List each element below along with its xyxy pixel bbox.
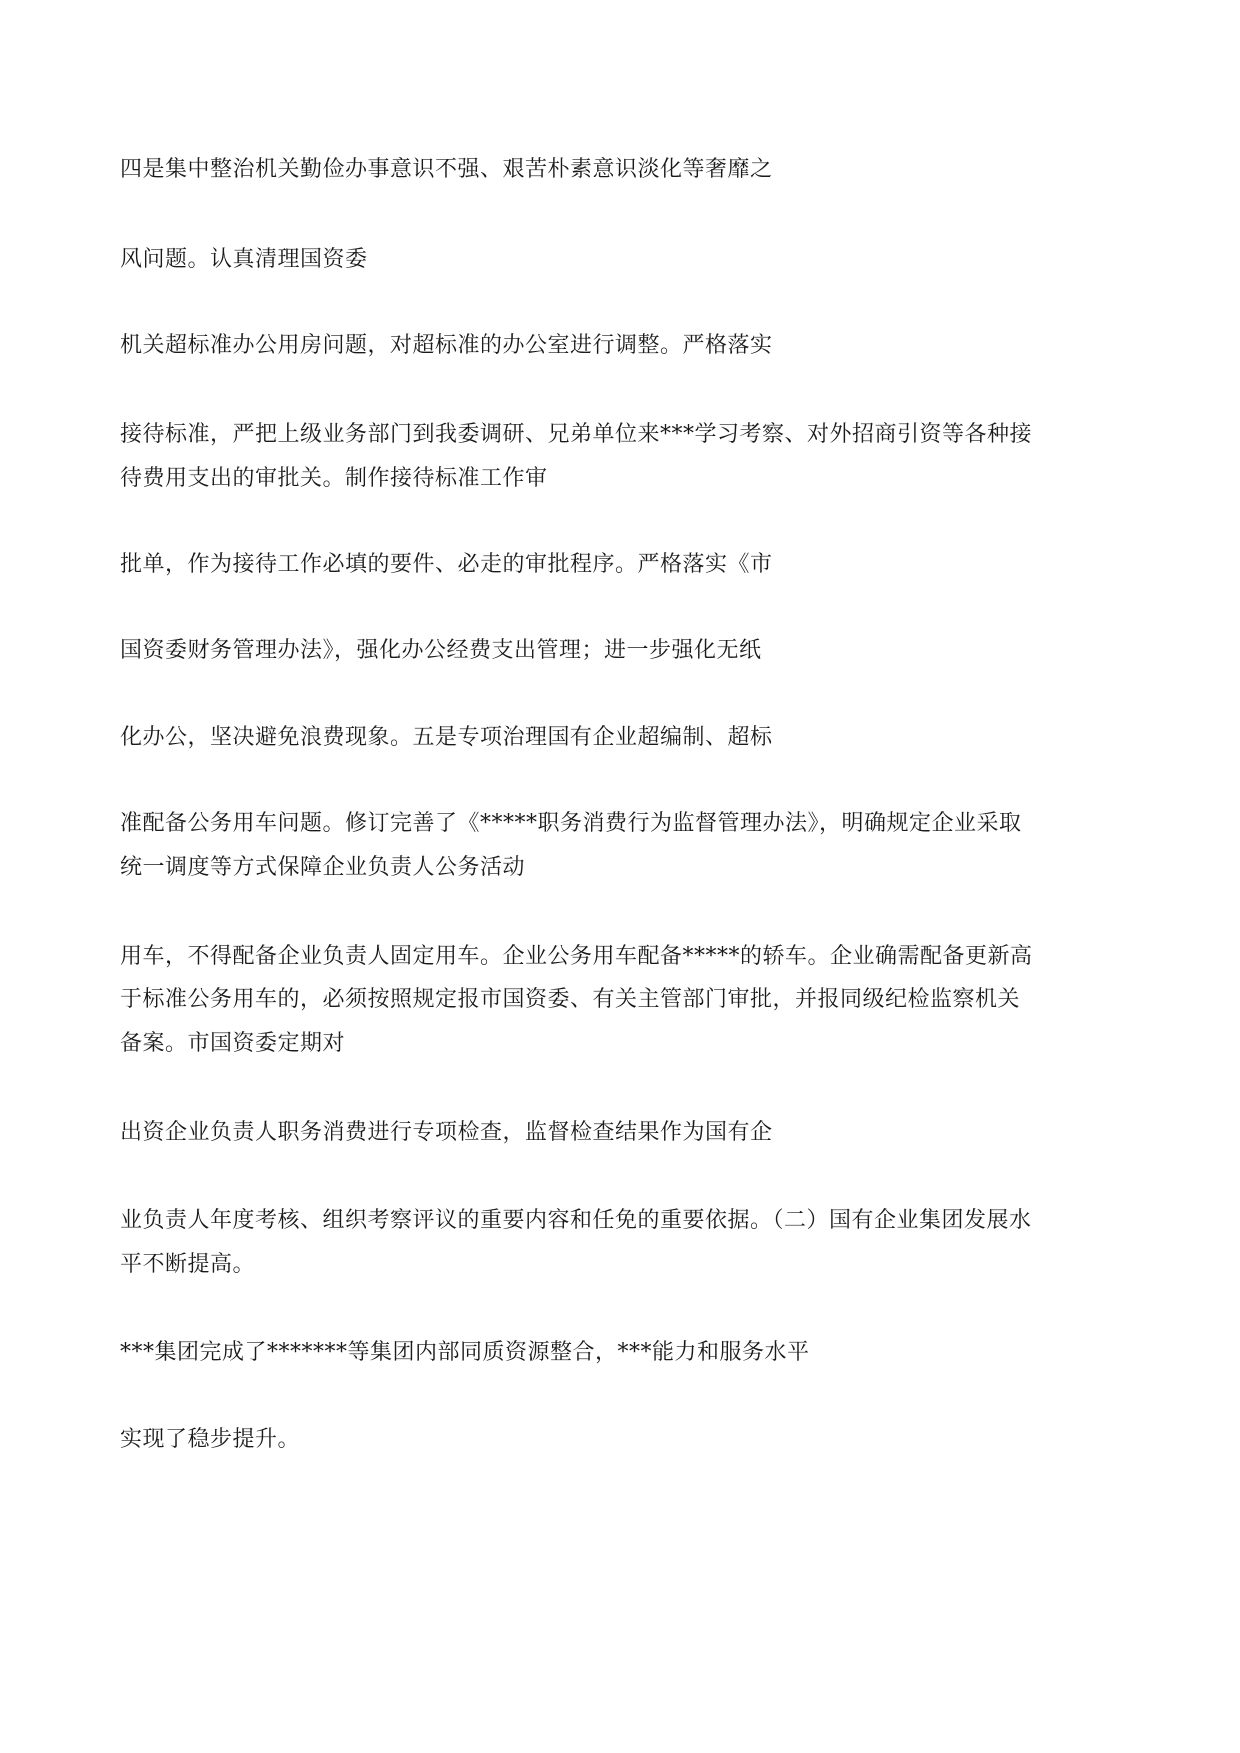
text-line: 实现了稳步提升。 [120,1427,301,1452]
text-line: 化办公，坚决避免浪费现象。五是专项治理国有企业超编制、超标 [120,725,773,750]
text-line: 用车，不得配备企业负责人固定用车。企业公务用车配备*****的轿车。企业确需配备更新高 [120,944,1033,969]
text-line: 备案。市国资委定期对 [120,1031,346,1056]
text-line: 统一调度等方式保障企业负责人公务活动 [120,855,526,880]
text-line: 批单，作为接待工作必填的要件、必走的审批程序。严格落实《市 [120,552,773,577]
text-line: 风问题。认真清理国资委 [120,247,368,272]
text-line: 四是集中整治机关勤俭办事意识不强、艰苦朴素意识淡化等奢靡之 [120,157,773,182]
text-line: 平不断提高。 [120,1252,256,1277]
text-line: 准配备公务用车问题。修订完善了《*****职务消费行为监督管理办法》，明确规定企业采取 [120,811,1022,836]
text-line: 于标准公务用车的，必须按照规定报市国资委、有关主管部门审批，并报同级纪检监察机关 [120,987,1021,1012]
text-line: 机关超标准办公用房问题，对超标准的办公室进行调整。严格落实 [120,333,773,358]
text-line: 业负责人年度考核、组织考察评议的重要内容和任免的重要依据。（二）国有企业集团发展水 [120,1208,1032,1233]
text-line: 待费用支出的审批关。制作接待标准工作审 [120,466,548,491]
text-line: 出资企业负责人职务消费进行专项检查，监督检查结果作为国有企 [120,1120,773,1145]
text-line: 接待标准，严把上级业务部门到我委调研、兄弟单位来***学习考察、对外招商引资等各种接 [120,422,1033,447]
text-line: ***集团完成了*******等集团内部同质资源整合，***能力和服务水平 [120,1340,810,1365]
text-line: 国资委财务管理办法》，强化办公经费支出管理；进一步强化无纸 [120,638,762,663]
